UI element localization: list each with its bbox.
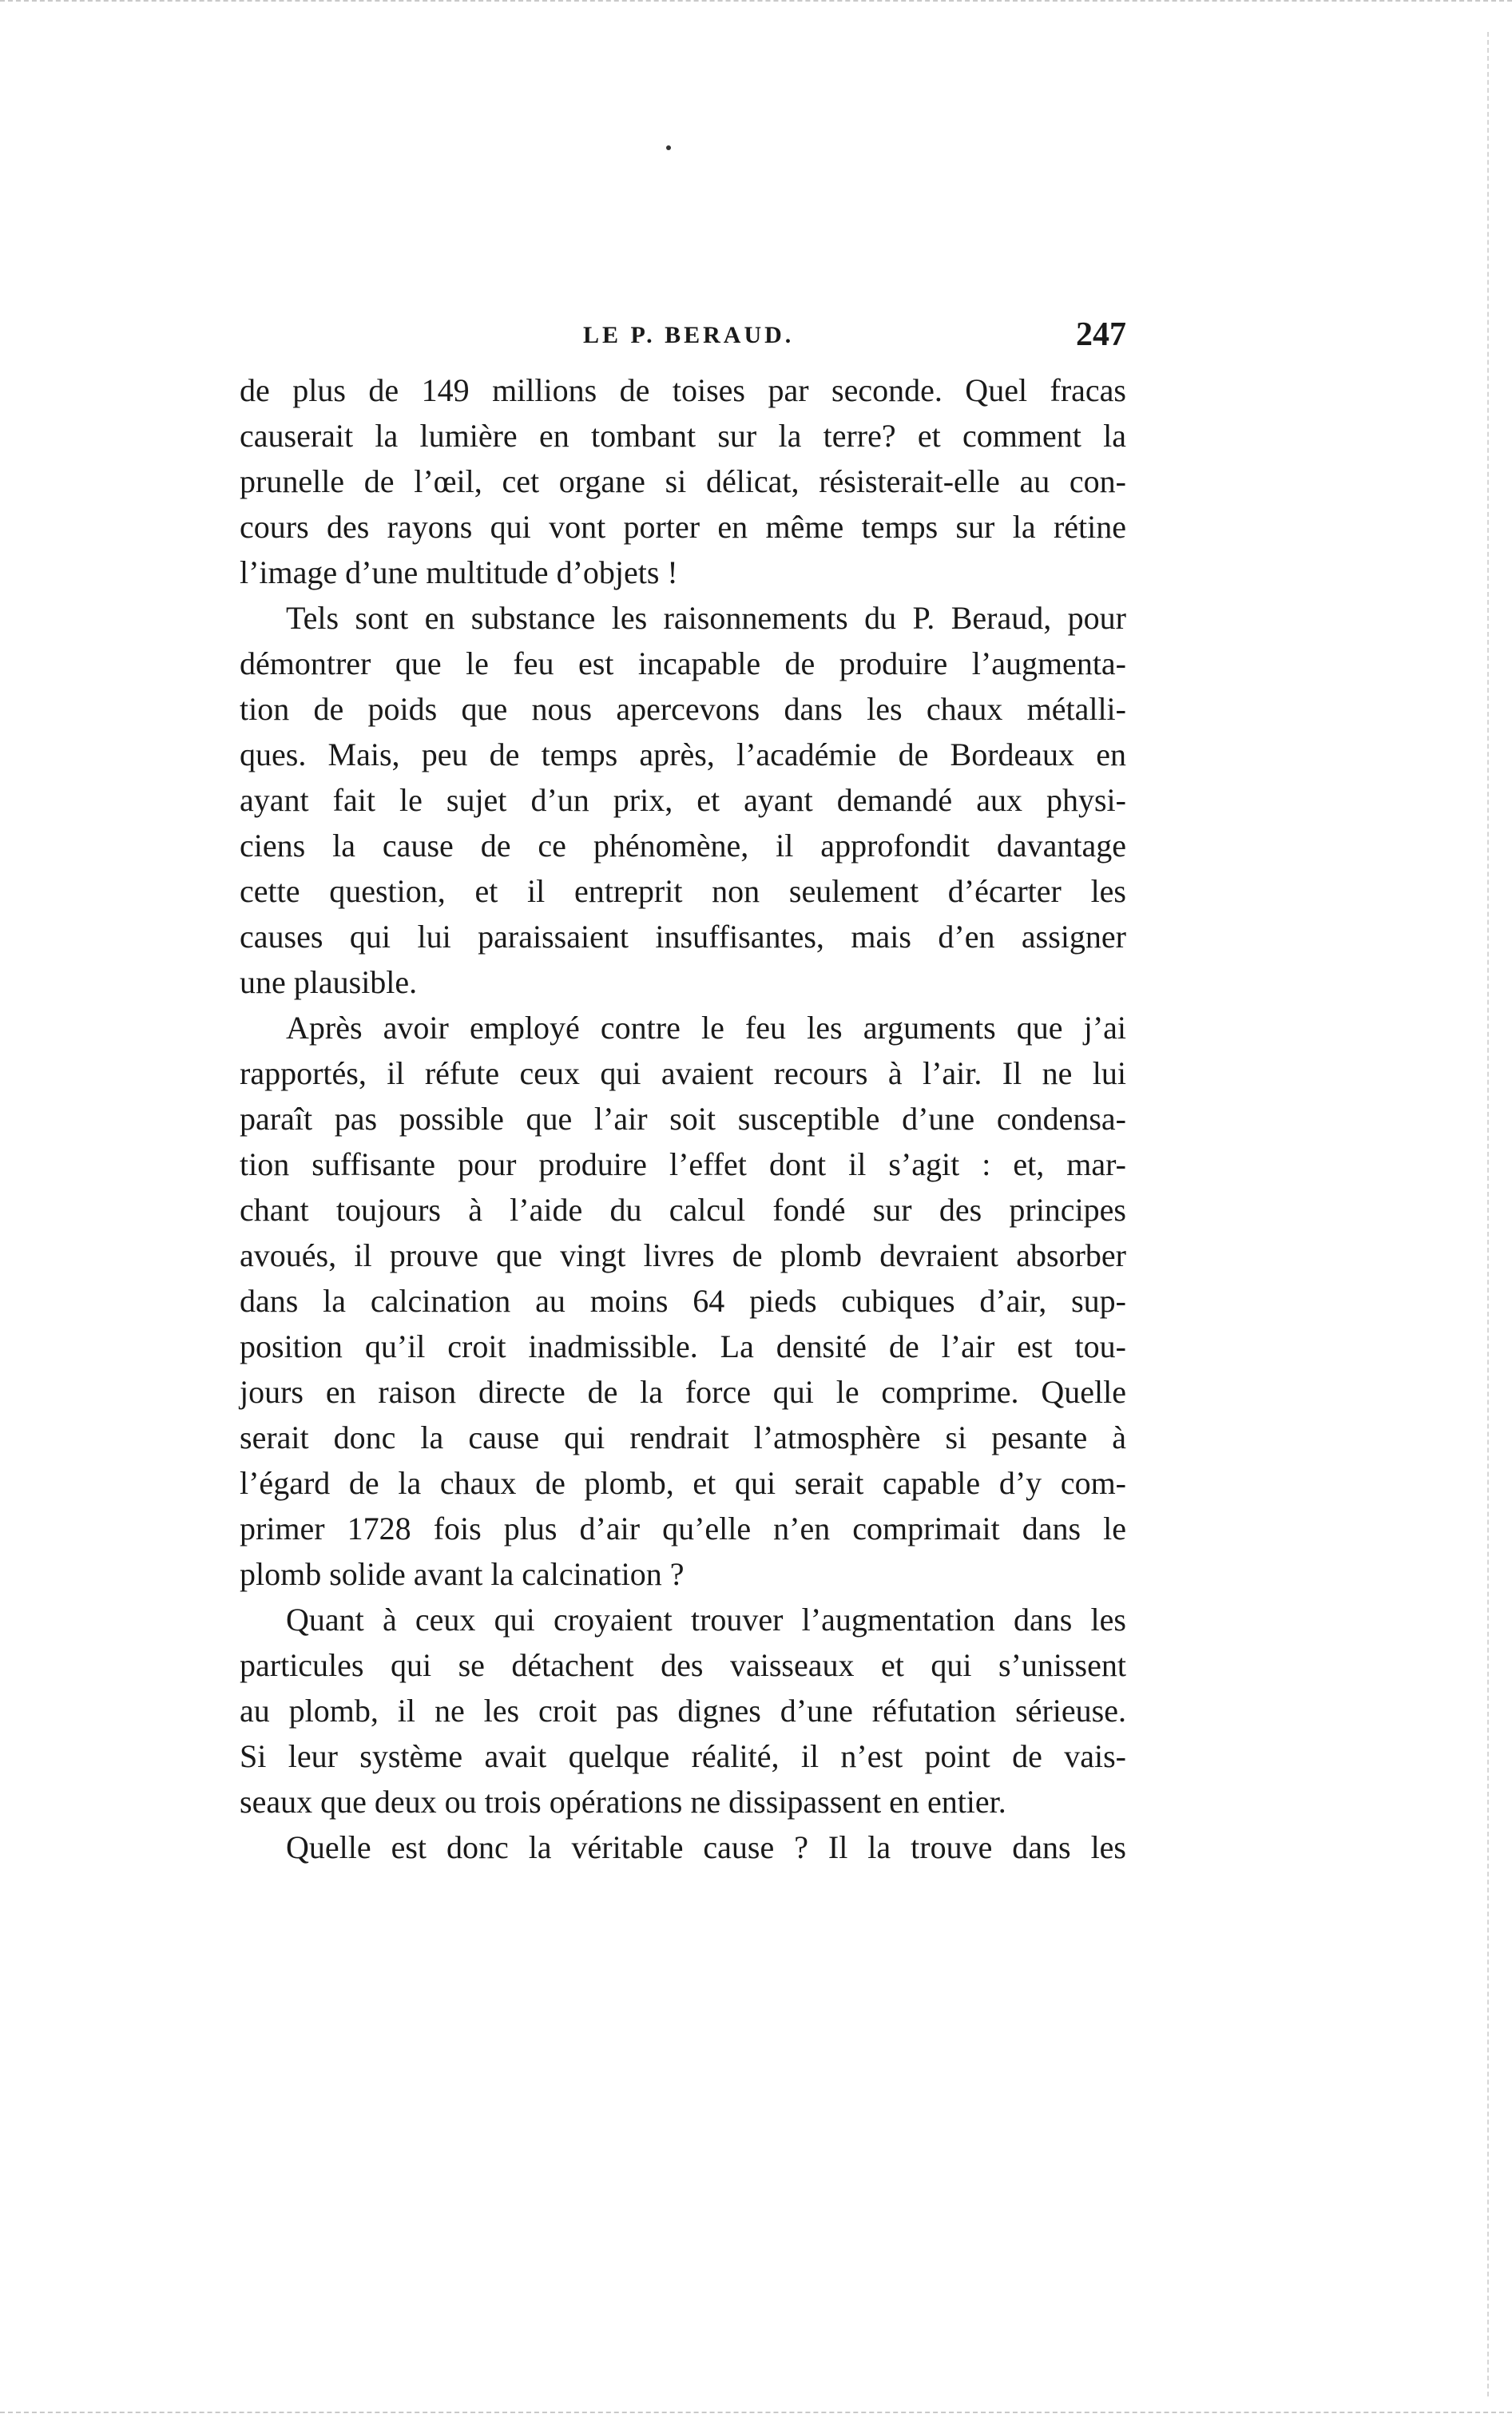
scan-edge-right [1487, 32, 1489, 2396]
text-line: l’égard de la chaux de plomb, et qui serait capable d’y com- [240, 1465, 1126, 1501]
text-line: Si leur système avait quelque réalité, il n’est point de vais- [240, 1738, 1126, 1774]
text-line: particules qui se détachent des vaisseaux et qui s’unissent [240, 1647, 1126, 1683]
page-number: 247 [1076, 316, 1126, 353]
text-line: ques. Mais, peu de temps après, l’académie de Bordeaux en [240, 737, 1126, 772]
text-line: seaux que deux ou trois opérations ne dissipassent en entier. [240, 1784, 1006, 1820]
text-line: Après avoir employé contre le feu les arguments que j’ai [286, 1010, 1126, 1046]
text-line: cette question, et il entreprit non seulement d’écarter les [240, 873, 1126, 909]
text-line: une plausible. [240, 964, 418, 1000]
text-line: Quant à ceux qui croyaient trouver l’augmentation dans les [286, 1602, 1126, 1638]
text-line: Tels sont en substance les raisonnements du P. Beraud, pour [286, 600, 1126, 636]
text-line: avoués, il prouve que vingt livres de plomb devraient absorber [240, 1237, 1126, 1273]
text-line: de plus de 149 millions de toises par seconde. Quel fracas [240, 372, 1126, 408]
body-text [240, 367, 1126, 1870]
text-line: cours des rayons qui vont porter en même temps sur la rétine [240, 509, 1126, 545]
scan-edge-top [0, 0, 1512, 13]
text-line: tion de poids que nous apercevons dans les chaux métalli- [240, 691, 1126, 727]
text-line: causerait la lumière en tombant sur la terre? et comment la [240, 418, 1126, 454]
text-line: ayant fait le sujet d’un prix, et ayant demandé aux physi- [240, 782, 1126, 818]
paragraph [240, 1597, 1126, 1824]
running-title: LE P. BERAUD. [583, 322, 795, 348]
text-line: serait donc la cause qui rendrait l’atmosphère si pesante à [240, 1419, 1126, 1455]
text-line: ciens la cause de ce phénomène, il approfondit davantage [240, 828, 1126, 864]
text-line: paraît pas possible que l’air soit susceptible d’une condensa- [240, 1101, 1126, 1137]
text-line: primer 1728 fois plus d’air qu’elle n’en comprimait dans le [240, 1511, 1126, 1546]
text-line: causes qui lui paraissaient insuffisantes, mais d’en assigner [240, 919, 1126, 955]
text-line: tion suffisante pour produire l’effet dont il s’agit : et, mar- [240, 1146, 1126, 1182]
paragraph [240, 595, 1126, 1005]
text-line: plomb solide avant la calcination ? [240, 1556, 685, 1592]
paragraph [240, 367, 1126, 595]
text-line: prunelle de l’œil, cet organe si délicat, résisterait-elle au con- [240, 463, 1126, 499]
running-head [240, 316, 1126, 363]
text-line: dans la calcination au moins 64 pieds cubiques d’air, sup- [240, 1283, 1126, 1319]
paragraph [240, 1824, 1126, 1870]
text-line: au plomb, il ne les croit pas dignes d’une réfutation sérieuse. [240, 1693, 1126, 1729]
text-line: rapportés, il réfute ceux qui avaient recours à l’air. Il ne lui [240, 1055, 1126, 1091]
text-line: jours en raison directe de la force qui le comprime. Quelle [240, 1374, 1126, 1410]
text-line: l’image d’une multitude d’objets ! [240, 554, 678, 590]
text-line: démontrer que le feu est incapable de produire l’augmenta- [240, 645, 1126, 681]
ink-speck [666, 145, 671, 150]
scan-edge-bottom [0, 2400, 1512, 2413]
text-line: chant toujours à l’aide du calcul fondé sur des principes [240, 1192, 1126, 1228]
paragraph [240, 1005, 1126, 1597]
text-line: Quelle est donc la véritable cause ? Il la trouve dans les [286, 1829, 1126, 1865]
text-line: position qu’il croit inadmissible. La densité de l’air est tou- [240, 1328, 1126, 1364]
